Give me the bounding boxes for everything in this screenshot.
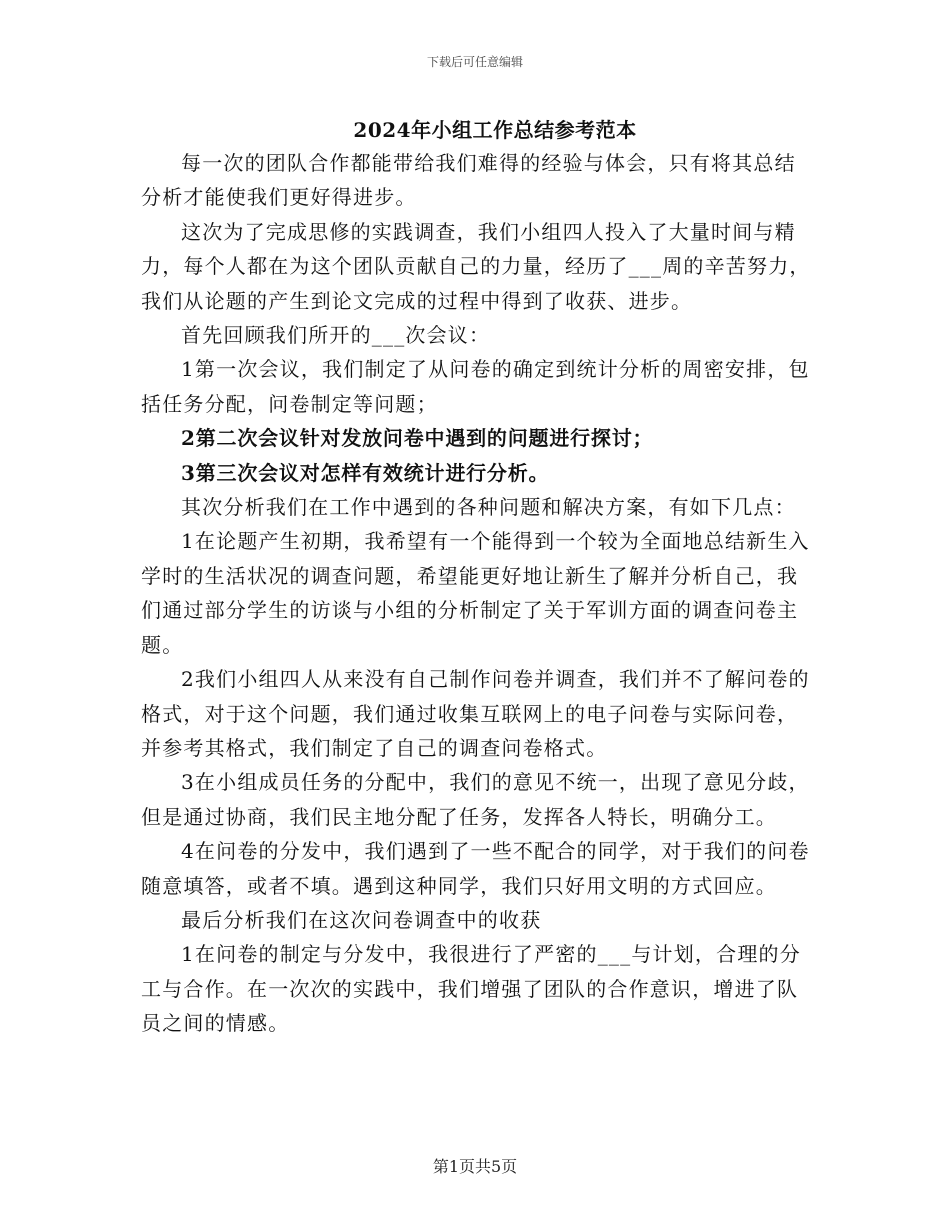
paragraph: 1第一次会议，我们制定了从问卷的确定到统计分析的周密安排，包括任务分配，问卷制定等问题； — [141, 357, 810, 416]
paragraph-bold: 3第三次会议对怎样有效统计进行分析。 — [181, 460, 550, 485]
paragraph: 这次为了完成思修的实践调查，我们小组四人投入了大量时间与精力，每个人都在为这个团队贡献自己的力量，经历了___周的辛苦努力，我们从论题的产生到论文完成的过程中得到了收获、进步。 — [141, 219, 811, 313]
paragraph: 3在小组成员任务的分配中，我们的意见不统一，出现了意见分歧，但是通过协商，我们民主地分配了任务，发挥各人特长，明确分工。 — [141, 770, 810, 829]
paragraph: 1在论题产生初期，我希望有一个能得到一个较为全面地总结新生入学时的生活状况的调查问题，希望能更好地让新生了解并分析自己，我们通过部分学生的访谈与小组的分析制定了关于军训方面的调查问卷主题。 — [141, 529, 810, 657]
paragraph: 1在问卷的制定与分发中，我很进行了严密的___与计划，合理的分工与合作。在一次次的实践中，我们增强了团队的合作意识，增进了队员之间的情感。 — [141, 942, 801, 1036]
paragraph: 其次分析我们在工作中遇到的各种问题和解决方案，有如下几点： — [181, 495, 796, 520]
paragraph: 最后分析我们在这次问卷调查中的收获 — [181, 907, 542, 932]
paragraph: 4在问卷的分发中，我们遇到了一些不配合的同学，对于我们的问卷随意填答，或者不填。遇到这种同学，我们只好用文明的方式回应。 — [141, 839, 810, 898]
header-note: 下载后可任意编辑 — [426, 55, 523, 69]
paragraph-bold: 2第二次会议针对发放问卷中遇到的问题进行探讨； — [181, 426, 654, 451]
page-number: 第1页共5页 — [432, 1157, 518, 1176]
document-title: 2024年小组工作总结参考范本 — [353, 118, 637, 142]
paragraph: 2我们小组四人从来没有自己制作问卷并调查，我们并不了解问卷的格式，对于这个问题，我们通过收集互联网上的电子问卷与实际问卷，并参考其格式，我们制定了自己的调查问卷格式。 — [141, 667, 810, 760]
paragraph: 每一次的团队合作都能带给我们难得的经验与体会，只有将其总结分析才能使我们更好得进步。 — [141, 151, 796, 210]
document-body — [141, 146, 811, 1041]
paragraph: 首先回顾我们所开的___次会议： — [181, 323, 491, 348]
